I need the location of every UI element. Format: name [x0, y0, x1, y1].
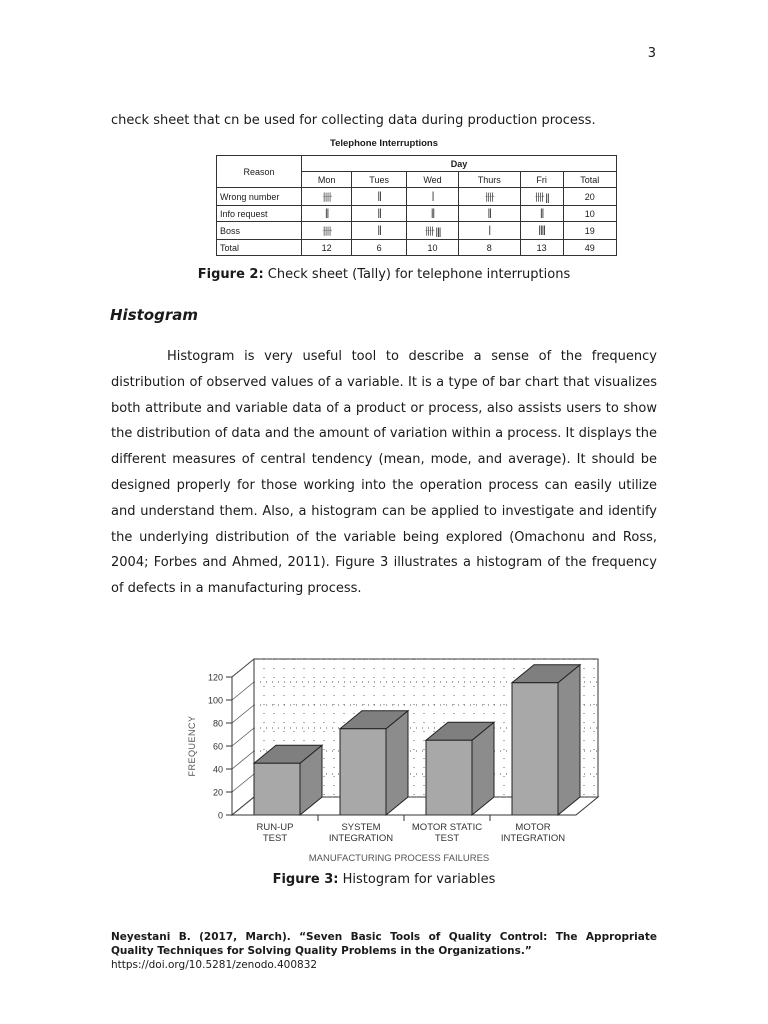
- header-reason: Reason: [217, 156, 302, 188]
- tally-cell: ||||: [520, 222, 563, 240]
- header-total: Total: [563, 172, 616, 188]
- paragraph-text: Histogram is very useful tool to describe a sense of the frequency distribution of observed values of a variable. It is a type of bar chart that visualizes both attribute and variable data of a product or process, also assists users to show the distribution of data and the amount of variation within a process. It displays the different measures of central tendency (mean, mode, and average). It should be designed properly for those working into the operation process can easily utilize and understand them. Also, a histogram can be applied to investigate and identify the underlying distribution of the variable being explored (Omachonu and Ross, 2004; Forbes and Ahmed, 2011). Figure 3 illustrates a histogram of the frequency of defects in a manufacturing process.: [111, 349, 657, 597]
- grid-depth-line: [232, 659, 254, 677]
- tally-cell: |: [459, 222, 521, 240]
- figure-2-label: Figure 2:: [197, 267, 264, 282]
- total-cell: 13: [520, 240, 563, 256]
- total-cell: 12: [302, 240, 352, 256]
- grid-depth-line: [232, 774, 254, 792]
- total-cell: 20: [563, 188, 616, 206]
- tally-cell: ||: [459, 206, 521, 222]
- section-heading: Histogram: [110, 306, 198, 324]
- histogram-svg: [180, 650, 600, 865]
- grid-depth-line: [232, 751, 254, 769]
- table-row: [217, 222, 617, 240]
- x-tick-label: SYSTEM: [341, 822, 381, 833]
- tally-cell: 卌: [302, 188, 352, 206]
- page-number: 3: [647, 46, 656, 61]
- x-tick-label: RUN-UP: [256, 822, 294, 833]
- row-reason: Total: [217, 240, 302, 256]
- bar-front: [426, 740, 472, 815]
- tally-check-sheet-table: [216, 155, 617, 256]
- body-paragraph: [111, 344, 657, 602]
- tally-cell: 卌 ||: [520, 188, 563, 206]
- row-reason: Boss: [217, 222, 302, 240]
- y-tick-label: 20: [212, 787, 223, 798]
- y-axis-label: FREQUENCY: [187, 715, 197, 777]
- bar-front: [254, 763, 300, 815]
- total-cell: 19: [563, 222, 616, 240]
- header-day: Day: [302, 156, 617, 172]
- row-reason: Wrong number: [217, 188, 302, 206]
- table-row: [217, 188, 617, 206]
- x-tick-label: TEST: [262, 833, 288, 844]
- histogram-chart: [180, 650, 600, 865]
- citation-line-1: Neyestani B. (2017, March). “Seven Basic Tools of Quality Control: The Appropriate: [111, 931, 657, 943]
- total-cell: 6: [352, 240, 407, 256]
- table-row: [217, 206, 617, 222]
- total-cell: 8: [459, 240, 521, 256]
- tally-table-title: Telephone Interruptions: [329, 138, 439, 149]
- grid-depth-line: [232, 682, 254, 700]
- citation-line-2: Quality Techniques for Solving Quality Problems in the Organizations.”: [111, 945, 532, 957]
- y-tick-label: 40: [212, 764, 223, 775]
- tally-cell: 卌: [459, 188, 521, 206]
- bar-front: [340, 729, 386, 815]
- tally-cell: 卌: [302, 222, 352, 240]
- x-tick-label: INTEGRATION: [328, 833, 394, 844]
- citation-block: [111, 930, 657, 972]
- x-tick-label: MOTOR STATIC: [411, 822, 483, 833]
- tally-cell: ||: [407, 206, 459, 222]
- tally-cell: ||: [352, 222, 407, 240]
- citation-doi-link[interactable]: https://doi.org/10.5281/zenodo.400832: [111, 959, 318, 971]
- total-cell: 10: [563, 206, 616, 222]
- total-cell: 49: [563, 240, 616, 256]
- grid-depth-line: [232, 728, 254, 746]
- tally-cell: |: [407, 188, 459, 206]
- y-tick-label: 80: [212, 718, 223, 729]
- x-tick-label: TEST: [434, 833, 460, 844]
- header-day-tues: Tues: [352, 172, 407, 188]
- figure-3-text: Histogram for variables: [338, 872, 496, 887]
- tally-cell: ||: [520, 206, 563, 222]
- figure-2-text: Check sheet (Tally) for telephone interruptions: [263, 267, 571, 282]
- bar-side: [558, 665, 580, 815]
- total-cell: 10: [407, 240, 459, 256]
- figure-2-caption: [0, 267, 768, 282]
- intro-text: check sheet that cn be used for collecting data during production process.: [111, 113, 596, 128]
- table-header-row: [217, 156, 617, 172]
- header-day-thurs: Thurs: [459, 172, 521, 188]
- header-day-mon: Mon: [302, 172, 352, 188]
- tally-cell: ||: [352, 206, 407, 222]
- y-tick-label: 120: [207, 672, 223, 683]
- y-tick-label: 0: [217, 810, 223, 821]
- figure-3-caption: [0, 872, 768, 887]
- x-tick-label: MOTOR: [515, 822, 551, 833]
- x-axis-label: MANUFACTURING PROCESS FAILURES: [308, 853, 490, 864]
- figure-3-label: Figure 3:: [272, 872, 339, 887]
- bar-front: [512, 683, 558, 815]
- y-tick-label: 100: [207, 695, 223, 706]
- grid-depth-line: [232, 705, 254, 723]
- tally-cell: ||: [352, 188, 407, 206]
- header-day-fri: Fri: [520, 172, 563, 188]
- x-tick-label: INTEGRATION: [500, 833, 566, 844]
- row-reason: Info request: [217, 206, 302, 222]
- tally-cell: ||: [302, 206, 352, 222]
- header-day-wed: Wed: [407, 172, 459, 188]
- tally-cell: 卌 |||: [407, 222, 459, 240]
- y-tick-label: 60: [212, 741, 223, 752]
- table-row: [217, 240, 617, 256]
